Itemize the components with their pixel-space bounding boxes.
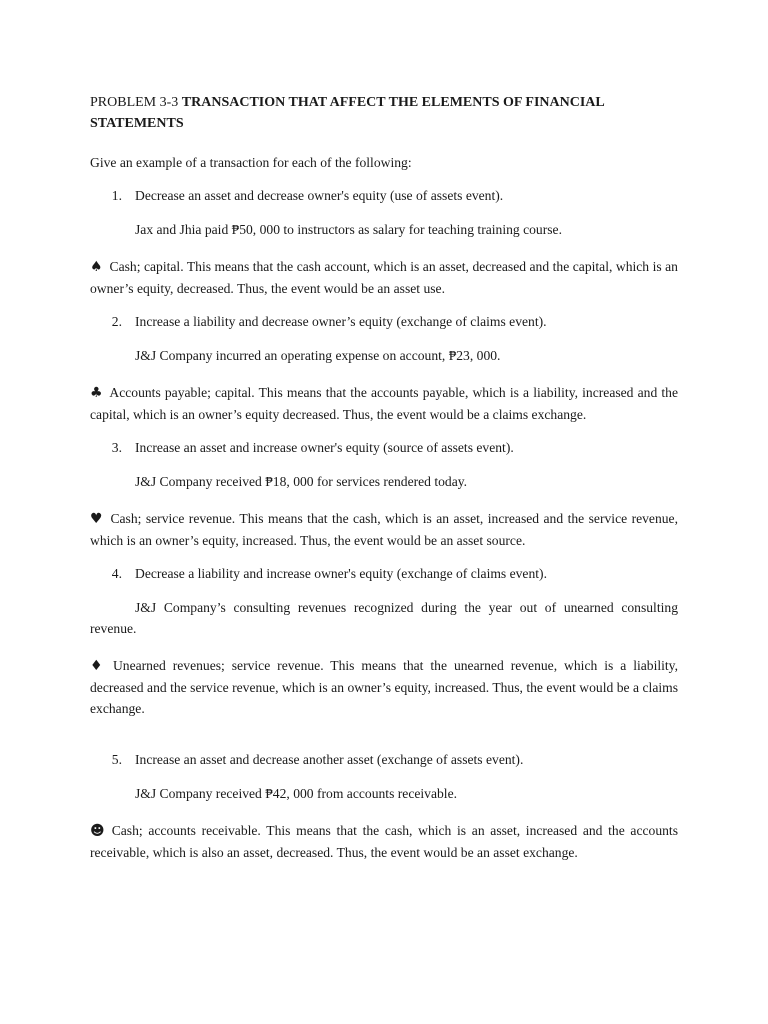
item-number: 4. [111,566,122,581]
explanation-text: Cash; accounts receivable. This means that the cash, which is an asset, increased and the accounts receivable, which is also an asset, decreased. Thus, the event would be an asset exchange. [90,823,678,860]
item-number: 1. [111,188,122,203]
intro-text: Give an example of a transaction for each of the following: [90,155,412,170]
item-explanation [90,655,678,719]
item-example: J&J Company’s consulting revenues recognized during the year out of unearned consulting revenue. [90,600,678,636]
item-label: Increase a liability and decrease owner’s equity (exchange of claims event). [135,314,547,329]
list-item-2 [90,311,678,332]
item-explanation [90,256,678,299]
item-explanation [90,508,678,551]
explanation-text: Unearned revenues; service revenue. This means that the unearned revenue, which is a liability, decreased and the service revenue, which is an owner’s equity, increased. Thus, the event would be a claims exchange. [90,658,678,716]
item-example: J&J Company received ₱18, 000 for services rendered today. [135,474,468,489]
problem-title [90,92,678,134]
list-item-3 [90,437,678,458]
smiley-icon: ☻ [90,823,105,839]
item-label: Increase an asset and increase owner's equity (source of assets event). [135,440,514,455]
item-number: 3. [111,440,122,455]
list-item-5 [90,749,678,770]
item-label: Decrease a liability and increase owner's equity (exchange of claims event). [135,566,547,581]
document-page [90,92,678,875]
item-number: 2. [111,314,122,329]
item-example: J&J Company incurred an operating expense on account, ₱23, 000. [135,348,501,363]
list-item-1 [90,185,678,206]
item-label: Decrease an asset and decrease owner's equity (use of assets event). [135,188,504,203]
problem-title-heading: TRANSACTION THAT AFFECT THE ELEMENTS OF FINANCIAL STATEMENTS [90,95,604,131]
problem-title-prefix: PROBLEM 3-3 [90,95,182,110]
explanation-text: Cash; service revenue. This means that the cash, which is an asset, increased and the service revenue, which is an owner’s equity, increased. Thus, the event would be an asset source. [90,511,678,548]
item-example: J&J Company received ₱42, 000 from accounts receivable. [135,786,458,801]
spade-icon: ♠ [90,259,103,275]
diamond-icon: ♦ [90,658,103,674]
heart-icon: ♥ [90,511,103,527]
explanation-text: Accounts payable; capital. This means that the accounts payable, which is a liability, increased and the capital, which is an owner’s equity decreased. Thus, the event would be a claims exchange. [90,385,678,422]
item-explanation [90,820,678,863]
club-icon: ♣ [90,385,103,401]
item-example: Jax and Jhia paid ₱50, 000 to instructors as salary for teaching training course. [135,222,562,237]
list-item-4 [90,563,678,584]
item-explanation [90,382,678,425]
item-label: Increase an asset and decrease another asset (exchange of assets event). [135,752,524,767]
explanation-text: Cash; capital. This means that the cash account, which is an asset, decreased and the capital, which is an owner’s equity, decreased. Thus, the event would be an asset use. [90,259,678,296]
item-number: 5. [111,752,122,767]
